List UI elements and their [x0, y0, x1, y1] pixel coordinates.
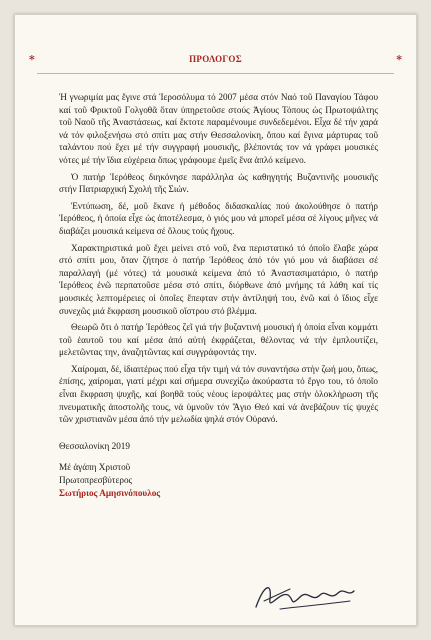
paragraph: Ὁ πατήρ Ἱερόθεος διηκόνησε παράλληλα ὡς καθηγητής Βυζαντινῆς μουσικῆς στήν Πατριαρχική Σχολή τῆς Σιών. [59, 171, 378, 195]
handwritten-signature [250, 577, 360, 617]
paragraph: Ἐντύπωση, δέ, μοῦ ἔκανε ἡ μέθοδος διδασκαλίας πού ἀκολούθησε ὁ πατήρ Ἱερόθεος, ἡ ὁποία εἶχε ὡς ἀποτέλεσμα, ὁ γιός μου νά μπορεῖ μέσα σέ λίγους μῆνες νά διαβάζει μουσικά κείμενα σέ ὅλους τούς ἤχους. [59, 200, 378, 236]
signer-name: Σωτήριος Αμησινόπουλος [59, 487, 161, 498]
star-ornament-left: * [29, 52, 35, 66]
star-ornament-right: * [396, 52, 402, 66]
page-title: ΠΡΟΛΟΓΟΣ [189, 54, 242, 64]
preface-body [59, 91, 378, 500]
closing-block [59, 440, 378, 500]
page-header [29, 49, 402, 69]
salutation: Μέ ἀγάπη Χριστοῦ [59, 461, 131, 472]
paragraph: Ἡ γνωριμία μας ἔγινε στά Ἱεροσόλυμα τό 2007 μέσα στόν Ναό τοῦ Παναγίου Τάφου καί τοῦ Φρικτοῦ Γολγοθᾶ ὅταν ὑπηρετοῦσε στούς Ἁγίους Τόπους ὡς Πρωτοψάλτης τοῦ Ναοῦ τῆς Ἀναστάσεως, καί ἔκτοτε παραμένουμε συνδεδεμένοι. Εἶχα δέ τήν χαρά νά τόν φιλοξενήσω στό σπίτι μας στήν Θεσσαλονίκη, ὅπου καί ἔγινα μάρτυρας τοῦ ταλάντου πού ἔχει μέ τήν συγγραφή μουσικῆς, βλέποντάς τον νά γράφει μουσικές νότες μέ τήν ἴδια εὐχέρεια ὅπως γράφουμε ἐμεῖς ἕνα ἁπλό κείμενο. [59, 92, 378, 165]
document-page [14, 14, 417, 626]
paragraph: Χαρακτηριστικά μοῦ ἔχει μείνει στό νοῦ, ἕνα περιστατικό τό ὁποῖο ἔλαβε χώρα στό σπίτι μου, ὅταν ζήτησε ὁ πατήρ Ἱερόθεος ἀπό τόν γιό μου νά διαβάσει σέ παραλλαγή (μέ νότες) τά μουσικά κείμενα ἀπό τό Ἀναστασιματάριο, ὁ πατήρ Ἱερόθεος ἐνῶ περπατοῦσε μέσα στό σπίτι, διόρθωνε ἀπό μνήμης τά λάθη καί τίς μουσικές λεπτομέρειες οἱ ὁποῖες ἔπεφταν στήν ἀντίληψή του, ἐνῶ καί ὁ ἴδιος εἶχε συνεχῶς μιά ἔκφραση μουσικοῦ οἴστρου στό βλέμμα. [59, 242, 378, 316]
paragraph: Θεωρῶ ὅτι ὁ πατήρ Ἱερόθεος ζεῖ γιά τήν βυζαντινή μουσική ἡ ὁποία εἶναι κομμάτι τοῦ ἑαυτοῦ του καί μέσα ἀπό αὐτή ἐκφράζεται, θέλοντας νά τήν ἐμπλουτίζει, μελετῶντας την, ἀναζητῶντας καί συγγράφοντάς την. [59, 322, 378, 358]
header-divider [37, 73, 394, 74]
signer-role: Πρωτοπρεσβύτερος [59, 474, 133, 485]
paragraph: Χαίρομαι, δέ, ἰδιαιτέρως πού εἶχα τήν τιμή νά τόν συναντήσω στήν ζωή μου, ὅπως, ἐπίσης, χαίρομαι, γιατί μέχρι καί σήμερα συνεχίζω ἀκούραστα τό ἔργο του, τό ὁποῖο εἶναι ἔκφραση ψυχῆς, καί βοηθᾶ τούς νέους ἱεροψάλτες μας στήν ὁλοκλήρωση τῆς πνευματικῆς ἀποστολῆς τους, νά ὑμνοῦν τόν Ἅγιο Θεό καί νά ἀνεβάζουν τίς ψυχές τῶν χριστιανῶν μέσα ἀπό τήν μελωδία ψηλά στόν Οὐρανό. [59, 363, 378, 425]
place-date: Θεσσαλονίκη 2019 [59, 440, 130, 451]
